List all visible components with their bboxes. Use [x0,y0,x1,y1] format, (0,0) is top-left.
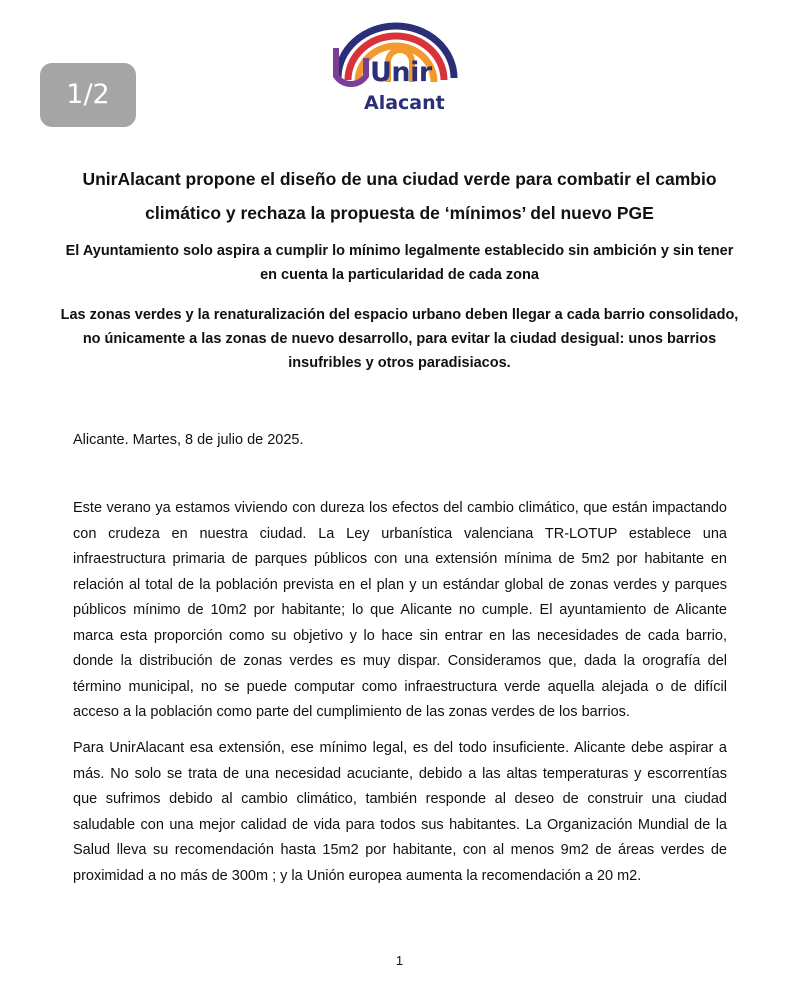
press-release-headline: UnirAlacant propone el diseño de una ciudad verde para combatir el cambio climático y rechaza la propuesta de ‘mínimos’ del nuevo PGE [82,169,717,223]
body-paragraph-1: Este verano ya estamos viviendo con dureza los efectos del cambio climático, que están impactando con crudeza en nuestra ciudad. La Ley urbanística valenciana TR-LOTUP establece una infraestructura primaria de parques públicos con una extensión mínima de 5m2 por habitante en relación al total de la población prevista en el plan y un estándar global de zonas verdes y parques públicos mínimo de 10m2 por habitante; lo que Alicante no cumple. El ayuntamiento de Alicante marca esta proporción como su objetivo y lo hace sin entrar en las necesidades de cada barrio, donde la distribución de zonas verdes es muy dispar. Consideramos que, dada la orografía del término municipal, no se puede computar como infraestructura verde aquella alejada o de difícil acceso a la población como parte del cumplimiento de las zonas verdes de los barrios. [73,500,727,720]
logo-text-alacant: Alacant [364,92,445,114]
page-indicator-badge: 1/2 [40,63,136,127]
page-number: 1 [395,953,404,968]
body-paragraph-2: Para UnirAlacant esa extensión, ese mínimo legal, es del todo insuficiente. Alicante debe aspirar a más. No solo se trata de una necesidad acuciante, debido a las altas temperaturas y escorrentías que sufrimos debido al cambio climático, también responde al deseo de construir una ciudad saludable con una mejor calidad de vida para todos sus habitantes. La Organización Mundial de la Salud lleva su recomendación hasta 15m2 por habitante, con al menos 9m2 de áreas verdes de proximidad a no más de 300m ; y la Unión europea aumenta la recomendación a 20 m2. [73,740,727,884]
dateline: Alicante. Martes, 8 de julio de 2025. [73,432,304,448]
subheadline-1: El Ayuntamiento solo aspira a cumplir lo mínimo legalmente establecido sin ambición y sin tener en cuenta la particularidad de cada zona [65,243,734,283]
logo-text-unir: Unir [370,57,432,88]
subheadline-2: Las zonas verdes y la renaturalización del espacio urbano deben llegar a cada barrio consolidado, no únicamente a las zonas de nuevo desarrollo, para evitar la ciudad desigual: unos barrios insufribles y otros paradisiacos. [60,307,739,371]
